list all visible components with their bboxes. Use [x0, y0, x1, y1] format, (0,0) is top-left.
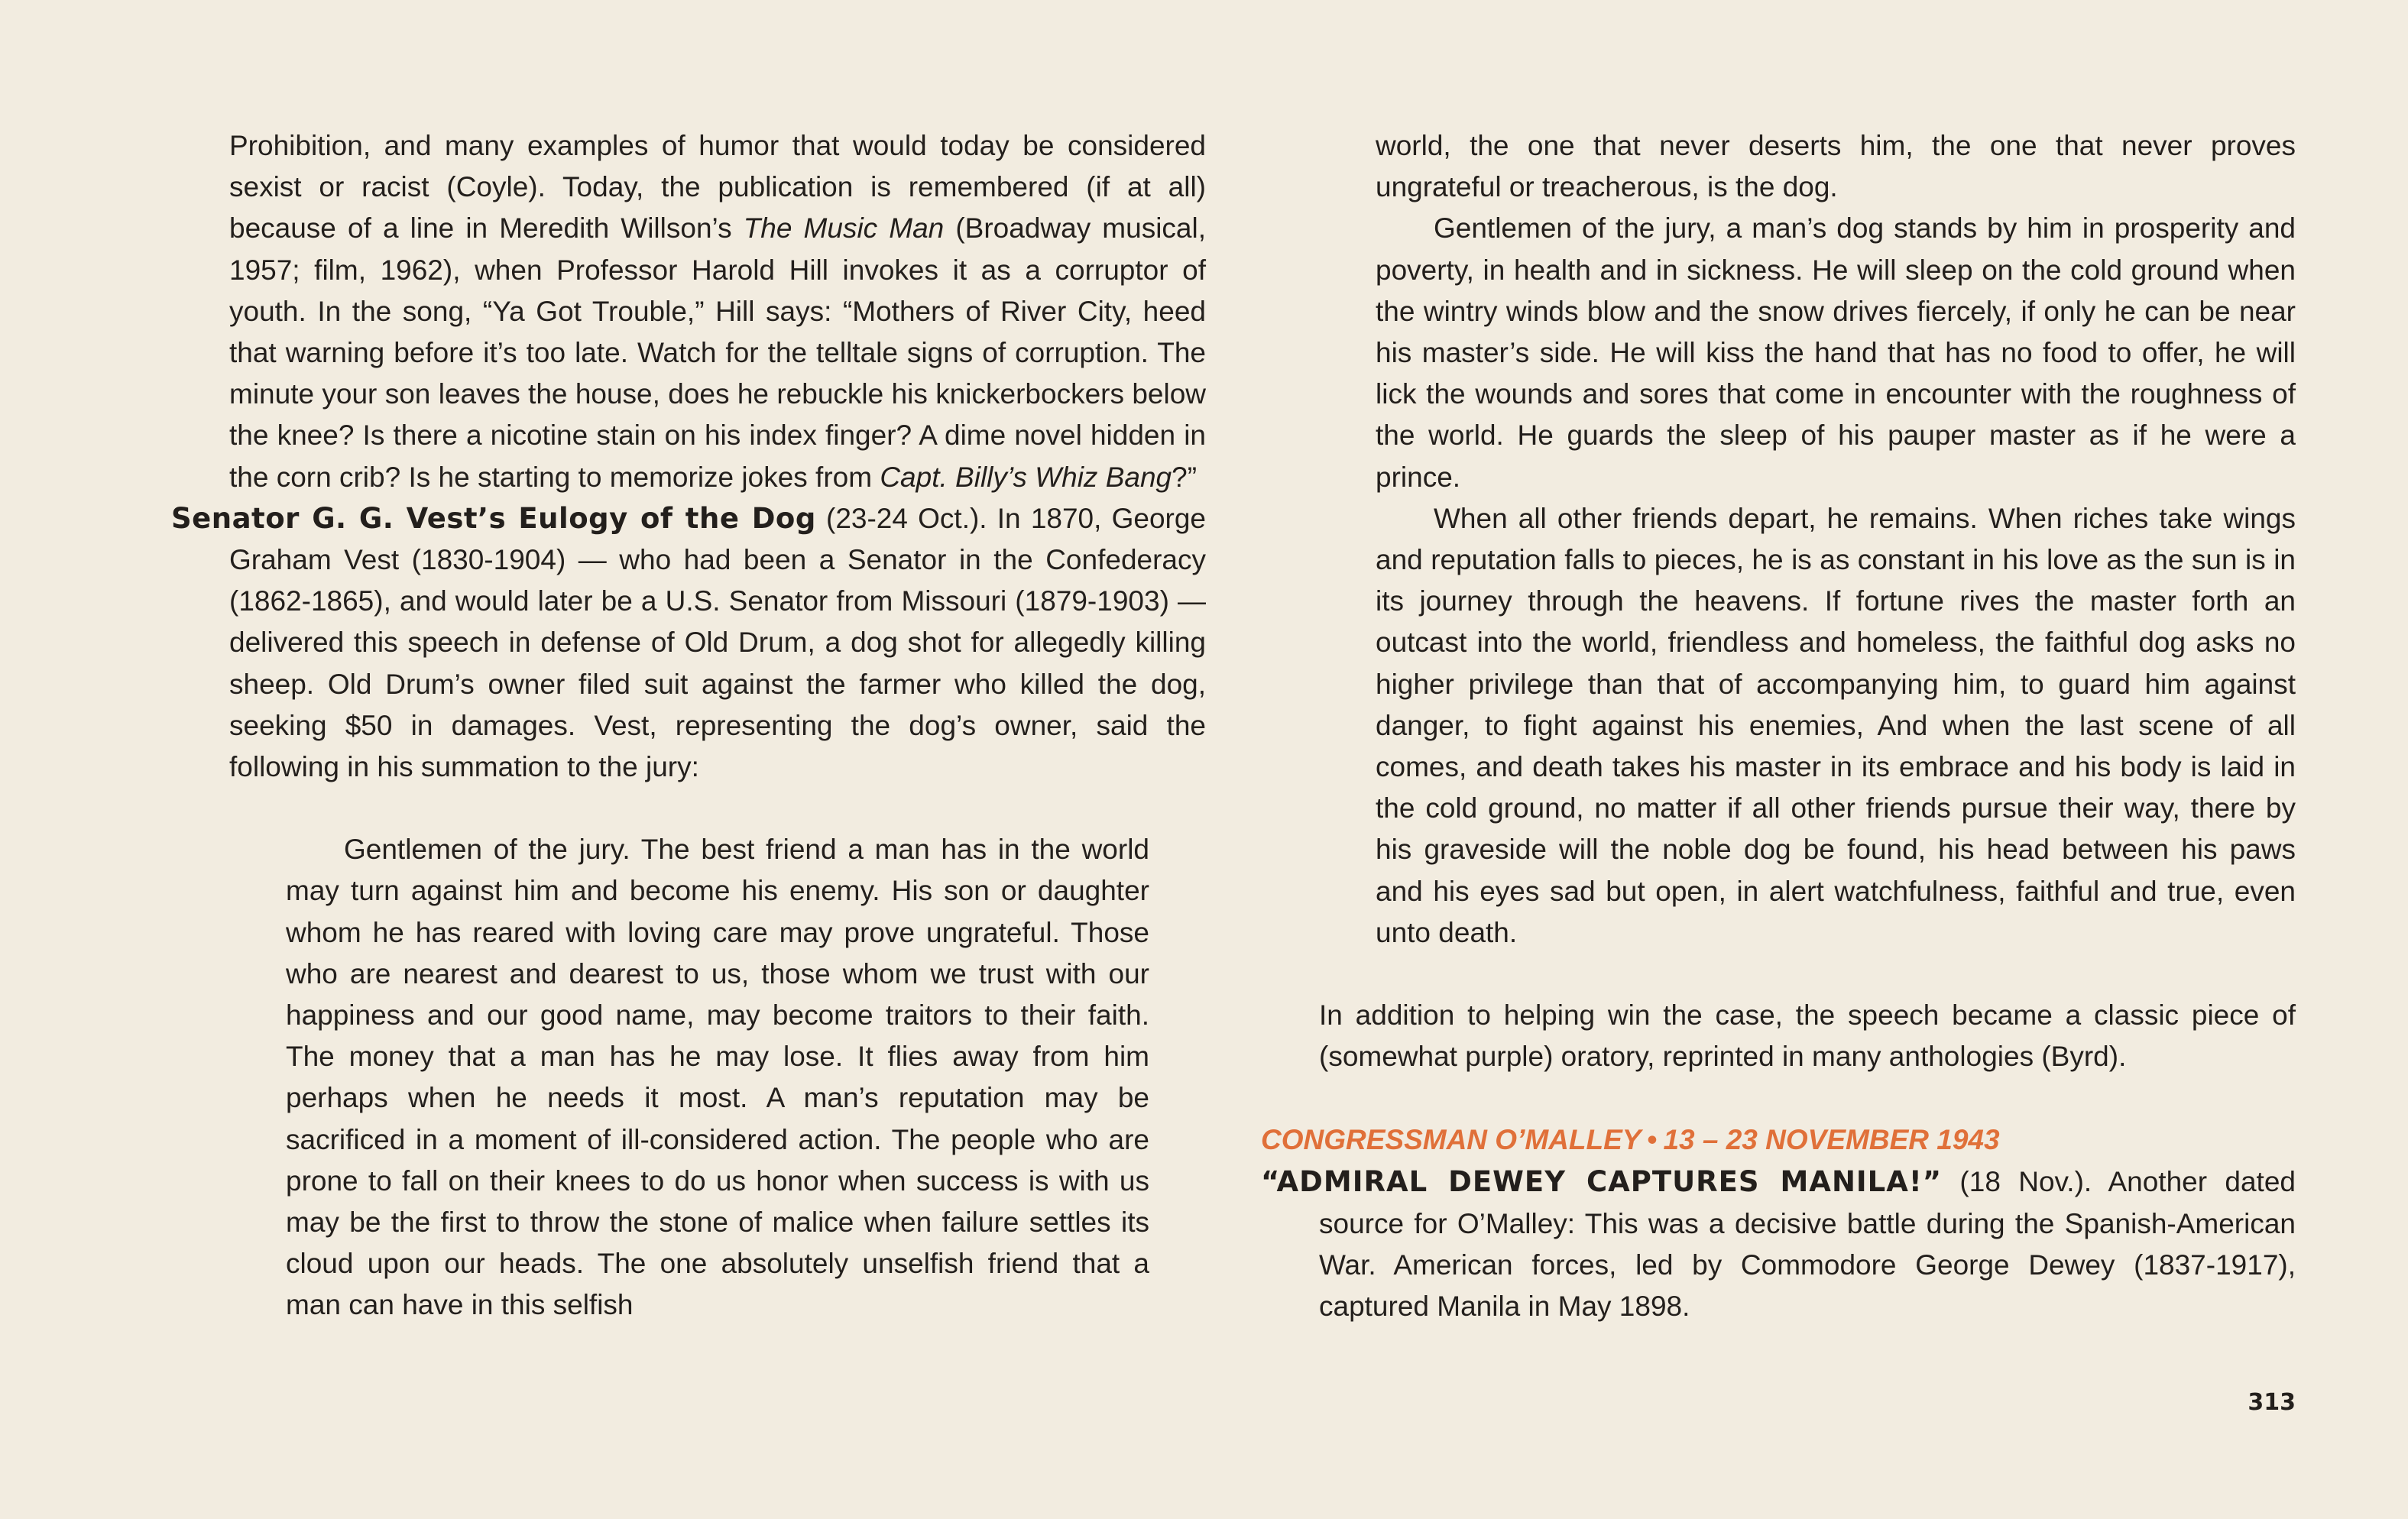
vest-entry-text: (23-24 Oct.). In 1870, George Graham Vest (1830-1904) — who had been a Senator in the Confederacy (1862-1865), and would later be a U.S. Senator from Missouri (1879-1903) — delivered this speech in defense of Old Drum, a dog shot for allegedly killing sheep. Old Drum’s owner filed suit against the farmer who killed the dog, seeking $50 in damages. Vest, representing the dog’s owner, said the following in his summation to the jury:	[229, 502, 1206, 783]
eulogy-quote-para-1: Gentlemen of the jury. The best friend a man has in the world may turn against him and become his enemy. His son or daughter whom he has reared with loving care may prove ungrateful. Those who are nearest and dearest to us, those whom we trust with our happiness and our good name, may become traitors to their faith. The money that a man has he may lose. It flies away from him perhaps when he needs it most. A man’s reputation may be sacrificed in a moment of ill-considered action. The people who are prone to fall on their knees to do us honor when success is with us may be the first to throw the stone of malice when failure settles its cloud upon our heads. The one absolutely unselfish friend that a man can have in this selfish	[286, 834, 1149, 1321]
intro-text-3: ?”	[1172, 461, 1198, 493]
left-column	[171, 125, 1206, 1326]
spacer	[171, 788, 1206, 829]
intro-text-2: (Broadway musical, 1957; film, 1962), when Professor Harold Hill invokes it as a corruptor of youth. In the song, “Ya Got Trouble,” Hill says: “Mothers of River City, heed that warning before it’s too late. Watch for the telltale signs of corruption. The minute your son leaves the house, does he rebuckle his knickerbockers below the knee? Is there a nicotine stain on his index finger? A dime novel hidden in the corn crib? Is he starting to memorize jokes from	[229, 212, 1207, 493]
title-whiz-bang: Capt. Billy’s Whiz Bang	[880, 461, 1172, 493]
section-heading	[1261, 1119, 2296, 1161]
vest-entry	[171, 498, 1206, 788]
section-heading-dates: 13 – 23 NOVEMBER 1943	[1663, 1124, 2000, 1156]
dewey-entry-text: (18 Nov.). Another dated source for O’Malley: This was a decisive battle during the Spanish-American War. American forces, led by Commodore George Dewey (1837-1917), captured Manila in May 1898.	[1319, 1166, 2296, 1323]
spacer	[1261, 1077, 2296, 1119]
eulogy-quote-para-3: When all other friends depart, he remains. When riches take wings and reputation falls to pieces, he is as constant in his love as the sun is in its journey through the heavens. If fortune rives the master forth an outcast into the world, friendless and homeless, the faithful dog asks no higher privilege than that of accompanying him, to guard him against danger, to fight against his enemies, And when the last scene of all comes, and death takes his master in its embrace and his body is laid in the cold ground, no matter if all other friends pursue their way, there by his graveside will the noble dog be found, his head between his paws and his eyes sad but open, in alert watchfulness, faithful and true, even unto death.	[1376, 502, 2296, 948]
intro-text-1: Prohibition, and many examples of humor that would today be considered sexist or racist (Coyle). Today, the publication is remembered (if at all) because of a line in Meredith Willson’s	[229, 130, 1206, 245]
page-number: 313	[2248, 1389, 2296, 1416]
after-quote-paragraph: In addition to helping win the case, the speech became a classic piece of (somewhat purple) oratory, reprinted in many anthologies (Byrd).	[1319, 999, 2296, 1073]
eulogy-quote-para-2: Gentlemen of the jury, a man’s dog stands by him in prosperity and poverty, in health and in sickness. He will sleep on the cold ground when the wintry winds blow and the snow drives fiercely, if only he can be near his master’s side. He will kiss the hand that has no food to offer, he will lick the wounds and sores that come in encounter with the roughness of the world. He guards the sleep of his pauper master as if he were a prince.	[1376, 212, 2296, 493]
eulogy-quote-para-1-continued: world, the one that never deserts him, the one that never proves ungrateful or treacherous, is the dog.	[1376, 130, 2296, 203]
dewey-entry	[1261, 1161, 2296, 1327]
title-music-man: The Music Man	[743, 212, 945, 245]
section-heading-separator: •	[1647, 1124, 1658, 1156]
section-heading-name: CONGRESSMAN O’MALLEY	[1261, 1124, 1642, 1156]
intro-paragraph	[171, 125, 1206, 498]
spacer	[1261, 954, 2296, 995]
dewey-entry-title: “ADMIRAL DEWEY CAPTURES MANILA!”	[1261, 1165, 1943, 1199]
vest-entry-title: Senator G. G. Vest’s Eulogy of the Dog	[171, 501, 816, 535]
right-column	[1261, 125, 2296, 1327]
